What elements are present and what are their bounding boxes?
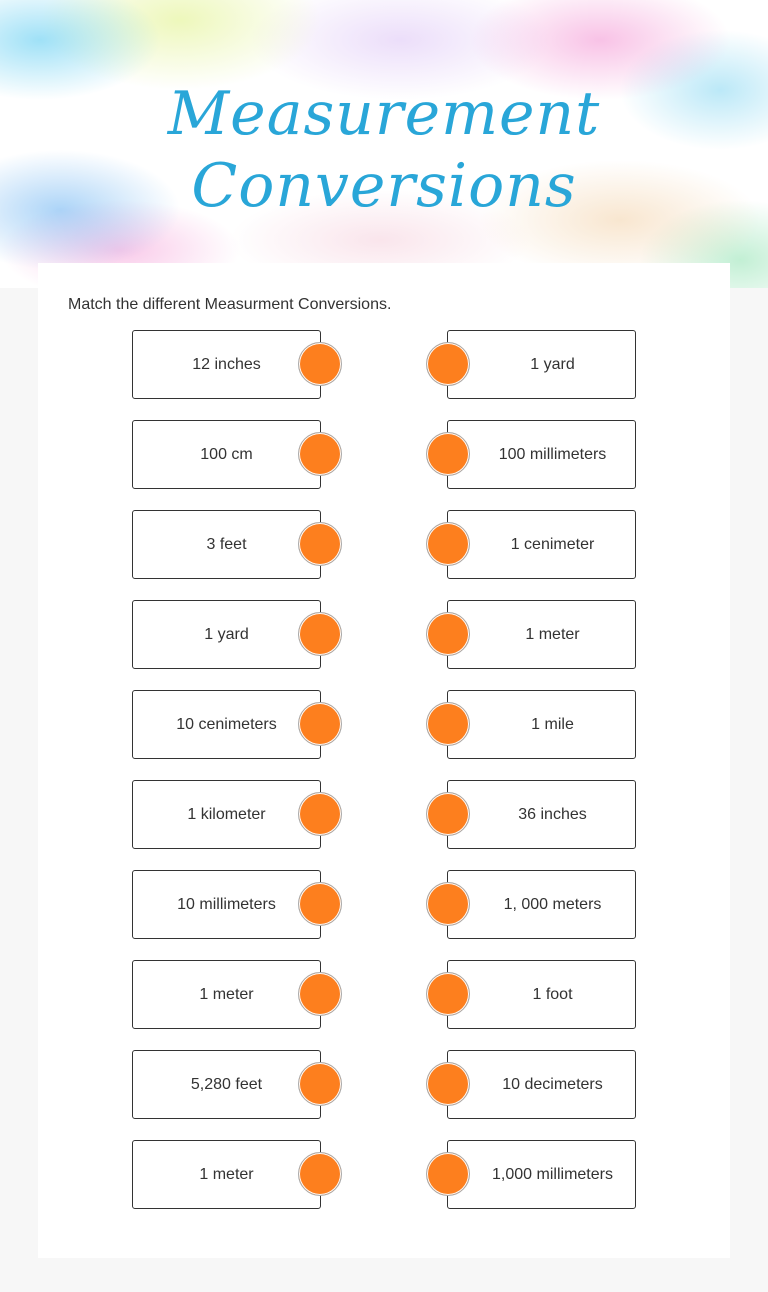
left-connector-dot[interactable]	[298, 522, 342, 566]
left-item[interactable]	[132, 960, 321, 1029]
left-item[interactable]	[132, 1050, 321, 1119]
left-item[interactable]	[132, 780, 321, 849]
right-item[interactable]	[447, 1140, 636, 1209]
right-item-label: 1, 000 meters	[503, 895, 602, 913]
right-item-label: 1 yard	[530, 355, 575, 373]
left-connector-dot[interactable]	[298, 612, 342, 656]
left-item[interactable]	[132, 510, 321, 579]
left-connector-dot[interactable]	[298, 882, 342, 926]
left-item[interactable]	[132, 870, 321, 939]
left-item[interactable]	[132, 600, 321, 669]
title-line-2: Conversions	[191, 151, 577, 221]
right-item[interactable]	[447, 330, 636, 399]
right-connector-dot[interactable]	[426, 1152, 470, 1196]
right-item[interactable]	[447, 780, 636, 849]
left-connector-dot[interactable]	[298, 432, 342, 476]
left-item-label: 1 yard	[204, 625, 249, 643]
right-item-label: 1,000 millimeters	[492, 1165, 613, 1183]
instructions: Match the different Measurment Conversions.	[68, 296, 392, 313]
right-item[interactable]	[447, 510, 636, 579]
left-connector-dot[interactable]	[298, 702, 342, 746]
left-item-label: 1 meter	[199, 985, 254, 1003]
left-item[interactable]	[132, 420, 321, 489]
right-connector-dot[interactable]	[426, 972, 470, 1016]
left-item-label: 1 meter	[199, 1165, 254, 1183]
right-item[interactable]	[447, 420, 636, 489]
right-item-label: 1 meter	[525, 625, 580, 643]
worksheet-card	[38, 263, 730, 1258]
right-connector-dot[interactable]	[426, 522, 470, 566]
right-item-label: 1 cenimeter	[510, 535, 595, 553]
right-connector-dot[interactable]	[426, 702, 470, 746]
watercolor-header	[0, 0, 768, 288]
right-item-label: 1 mile	[531, 715, 574, 733]
right-item[interactable]	[447, 1050, 636, 1119]
left-connector-dot[interactable]	[298, 792, 342, 836]
right-connector-dot[interactable]	[426, 1062, 470, 1106]
left-item-label: 12 inches	[192, 355, 261, 373]
left-item[interactable]	[132, 1140, 321, 1209]
right-item-label: 36 inches	[518, 805, 587, 823]
right-connector-dot[interactable]	[426, 792, 470, 836]
right-item-label: 100 millimeters	[498, 445, 607, 463]
left-item-label: 5,280 feet	[190, 1075, 263, 1093]
left-connector-dot[interactable]	[298, 1062, 342, 1106]
right-item-label: 1 foot	[532, 985, 573, 1003]
left-item-label: 3 feet	[206, 535, 247, 553]
right-item[interactable]	[447, 870, 636, 939]
left-item[interactable]	[132, 690, 321, 759]
right-connector-dot[interactable]	[426, 432, 470, 476]
page-title	[0, 78, 768, 222]
title-line-1: Measurement	[167, 79, 601, 149]
left-item-label: 100 cm	[200, 445, 253, 463]
left-connector-dot[interactable]	[298, 1152, 342, 1196]
right-item[interactable]	[447, 690, 636, 759]
left-item-label: 1 kilometer	[187, 805, 266, 823]
right-item[interactable]	[447, 600, 636, 669]
left-connector-dot[interactable]	[298, 972, 342, 1016]
right-connector-dot[interactable]	[426, 342, 470, 386]
right-item[interactable]	[447, 960, 636, 1029]
right-connector-dot[interactable]	[426, 612, 470, 656]
right-connector-dot[interactable]	[426, 882, 470, 926]
left-connector-dot[interactable]	[298, 342, 342, 386]
right-item-label: 10 decimeters	[502, 1075, 603, 1093]
left-item-label: 10 millimeters	[177, 895, 276, 913]
left-item[interactable]	[132, 330, 321, 399]
left-item-label: 10 cenimeters	[176, 715, 277, 733]
